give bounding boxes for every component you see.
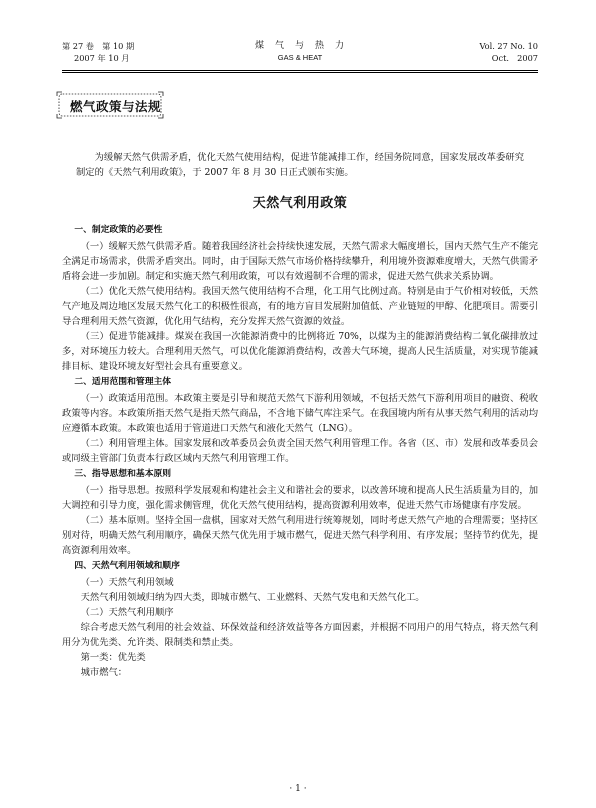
body-paragraph: 综合考虑天然气利用的社会效益、环保效益和经济效益等各方面因素，并根据不同用户的用气特点，将天然气利用分为优先类、允许类、限制类和禁止类。 (62, 622, 538, 648)
header-rule (62, 70, 538, 71)
body-paragraph: （一）指导思想。按照科学发展观和构建社会主义和谐社会的要求，以改善环境和提高人民生活质量为目的，加大调控和引导力度，强化需求侧管理，优化天然气使用结构，提高资源利用效率，促进天然气市场健康有序发展。 (62, 485, 538, 511)
body-paragraph: （一）天然气利用领域 (80, 577, 174, 588)
volume-issue: 第 27 卷 第 10 期 (62, 41, 135, 51)
body-paragraph: （二）优化天然气使用结构。我国天然气使用结构不合理，化工用气比例过高。特别是由于气价相对较低，天然气产地及周边地区发展天然气化工的积极性很高，有的地方盲目发展附加值低、产业链短的甲醇、化肥项目。需要引导合理利用天然气资源，优化用气结构，充分发挥天然气资源的效益。 (62, 286, 538, 327)
article-content (62, 150, 538, 680)
section-heading: 一、制定政策的必要性 (74, 225, 163, 235)
section-heading: 四、天然气利用领域和顺序 (74, 561, 180, 571)
body-paragraph: （二）天然气利用顺序 (80, 607, 174, 618)
document-title: 天然气利用政策 (252, 196, 348, 211)
header-rule-thin (62, 72, 538, 73)
page-header (62, 40, 538, 70)
date-en: Oct. 2007 (491, 53, 538, 63)
body-paragraph: 第一类：优先类 (80, 652, 146, 663)
section-title: 燃气政策与法规 (70, 99, 162, 114)
body-paragraph: （二）利用管理主体。国家发展和改革委员会负责全国天然气利用管理工作。各省（区、市）发展和改革委员会或同级主管部门负责本行政区域内天然气利用管理工作。 (62, 438, 538, 464)
body-paragraph: （二）基本原则。坚持全国一盘棋，国家对天然气利用进行统筹规划，同时考虑天然气产地的合理需要；坚持区别对待，明确天然气利用顺序，确保天然气优先用于城市燃气，促进天然气科学利用、有序发展；坚持节约优先，提高资源利用效率。 (62, 515, 538, 556)
body-paragraph: （一）缓解天然气供需矛盾。随着我国经济社会持续快速发展，天然气需求大幅度增长，国内天然气生产不能完全满足市场需求，供需矛盾突出。同时，由于国际天然气市场价格持续攀升，利用境外资源难度增大，天然气供需矛盾将会进一步加剧。制定和实施天然气利用政策，可以有效遏制不合理的需求，促进天然气供求关系协调。 (62, 241, 538, 282)
journal-name-en: GAS & HEAT (277, 53, 323, 62)
volume-en: Vol. 27 No. 10 (479, 41, 538, 51)
issue-date: 2007 年 10 月 (74, 53, 130, 63)
article-body (62, 223, 538, 680)
section-label-box (56, 90, 164, 120)
body-paragraph: 城市燃气： (80, 667, 128, 678)
journal-name-cn: 煤 气 与 热 力 (254, 41, 345, 51)
page-number: · 1 · (289, 784, 307, 794)
intro-paragraph: 为缓解天然气供需矛盾，优化天然气使用结构，促进节能减排工作，经国务院同意，国家发展改革委研究制定的《天然气利用政策》，于 2007 年 8 月 30 日正式颁布实施。 (76, 152, 524, 178)
body-paragraph: （一）政策适用范围。本政策主要是引导和规范天然气下游利用领域，不包括天然气下游利用项目的融资、税收政策等内容。本政策所指天然气是指天然气商品，不含地下储气库注采气。在我国境内所有从事天然气利用的活动均应遵循本政策。本政策也适用于管道进口天然气和液化天然气（LNG）。 (62, 393, 538, 434)
body-paragraph: 天然气利用领域归纳为四大类，即城市燃气、工业燃料、天然气发电和天然气化工。 (80, 592, 425, 603)
section-heading: 二、适用范围和管理主体 (74, 377, 172, 387)
section-heading: 三、指导思想和基本原则 (74, 469, 172, 479)
journal-name (62, 40, 538, 64)
body-paragraph: （三）促进节能减排。煤炭在我国一次能源消费中的比例将近 70%，以煤为主的能源消费结构二氧化碳排放过多，对环境压力较大。合理利用天然气，可以优化能源消费结构，改善大气环境，提高人民生活质量，对实现节能减排目标、建设环境友好型社会具有重要意义。 (62, 331, 538, 372)
journal-volume-en (479, 40, 538, 64)
